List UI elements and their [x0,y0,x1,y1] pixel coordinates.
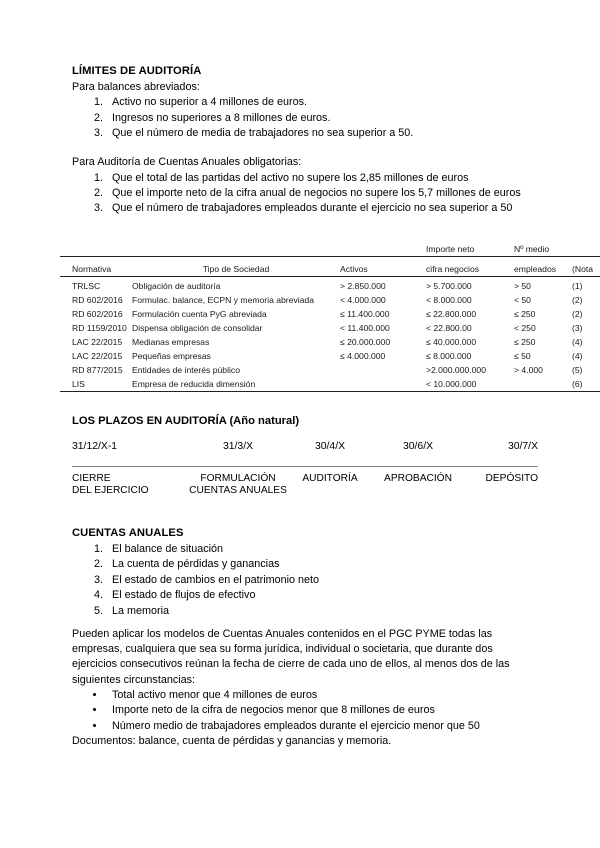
limits-table-body [60,277,600,392]
plazo-label-line2: CUENTAS ANUALES [189,484,287,496]
cell-empleados: > 4.000 [514,365,543,375]
cell-normativa: RD 602/2016 [72,309,123,319]
table-row [60,333,600,347]
cell-empleados: < 50 [514,295,531,305]
plazo-label-cierre [72,467,188,497]
cell-empleados: ≤ 250 [514,309,536,319]
plazo-label-aprobacion [372,467,464,497]
pgc-pyme-paragraph: Pueden aplicar los modelos de Cuentas Anuales contenidos en el PGC PYME todas las empresas, cualquiera que sea su forma jurídica, individual o societaria, que durante dos ejercicios consecutivos reúnan la fecha de cierre de cada uno de ellos, al menos dos de las siguientes circunstancias: [72,628,510,686]
plazo-date-auditoria: 30/4/X [288,441,372,467]
list-item: 4. El estado de flujos de efectivo [106,588,528,603]
column-header-tipo-sociedad: Tipo de Sociedad [132,257,340,277]
cell-cifra: < 22.800.00 [426,323,472,333]
plazos-title: LOS PLAZOS EN AUDITORÍA (Año natural) [72,415,300,427]
plazos-timeline-table [72,441,538,496]
list-balances-abreviados [72,95,528,141]
cell-activos: ≤ 4.000.000 [340,351,386,361]
plazos-labels-row [72,467,538,497]
column-header-activos: Activos [340,257,426,277]
cell-cifra: ≤ 8.000.000 [426,351,472,361]
superheader-blank-1 [60,234,132,257]
cell-activos [340,375,426,392]
cell-nota: (5) [572,365,583,375]
table-row [60,319,600,333]
spacer [72,141,528,155]
cell-nota: (1) [572,281,583,291]
cell-tipo: Medianas empresas [132,337,210,347]
cell-activos [340,361,426,375]
cuentas-anuales-section [72,526,528,619]
cell-cifra: >2.000.000.000 [426,365,486,375]
list-item: 3. El estado de cambios en el patrimonio neto [106,573,528,588]
cell-activos: < 11.400.000 [340,323,390,333]
table-row [60,375,600,392]
column-header-normativa: Normativa [60,257,132,277]
plazo-date-cierre: 31/12/X-1 [72,441,188,467]
cell-tipo: Empresa de reducida dimensión [132,375,340,392]
cell-cifra: < 8.000.000 [426,295,472,305]
list-item: 5. La memoria [106,604,528,619]
table-row [60,305,600,319]
superheader-blank-3 [340,234,426,257]
list-item: • Importe neto de la cifra de negocios menor que 8 millones de euros [106,703,528,718]
plazo-date-deposito: 30/7/X [464,441,538,467]
documentos-line: Documentos: balance, cuenta de pérdidas y ganancias y memoria. [72,735,392,748]
plazo-label-line1: CIERRE [72,473,111,484]
plazos-section [72,415,542,496]
table-superheader-row [60,234,600,257]
cell-nota: (2) [572,295,583,305]
column-header-empleados: empleados [514,257,572,277]
cuentas-anuales-title: CUENTAS ANUALES [72,527,184,539]
intro-balances-abreviados: Para balances abreviados: [72,81,200,93]
table-header-row [60,257,600,277]
superheader-importe-neto: Importe neto [426,244,475,254]
cell-nota: (4) [572,351,583,361]
plazo-label-line2: DEL EJERCICIO [72,484,149,496]
cell-tipo: Entidades de interés público [132,365,240,375]
cell-empleados: > 50 [514,281,531,291]
cell-normativa: LAC 22/2015 [72,337,123,347]
list-item: 2. Ingresos no superiores a 8 millones de euros. [106,111,528,126]
list-item: 1. Activo no superior a 4 millones de euros. [106,95,528,110]
cell-empleados: ≤ 250 [514,337,536,347]
intro-cuentas-obligatorias: Para Auditoría de Cuentas Anuales obligatorias: [72,156,302,169]
table-row [60,277,600,292]
list-item: 2. Que el importe neto de la cifra anual de negocios no supere los 5,7 millones de euros [106,186,528,201]
cell-empleados [514,375,572,392]
superheader-blank-4 [572,234,600,257]
cell-tipo: Dispensa obligación de consolidar [132,323,263,333]
cell-normativa: LAC 22/2015 [72,351,123,361]
column-header-nota: (Nota [572,257,600,277]
table-row [60,291,600,305]
table-row [60,347,600,361]
list-item: 3. Que el número de media de trabajadores no sea superior a 50. [106,126,528,141]
cell-normativa: RD 1159/2010 [72,323,127,333]
plazo-label-line1: FORMULACIÓN [200,473,276,484]
limits-table-container [60,234,600,392]
list-item: 1. El balance de situación [106,542,528,557]
plazo-label-line1: DEPÓSITO [485,473,538,484]
plazo-date-aprobacion: 30/6/X [372,441,464,467]
cell-tipo: Formulación cuenta PyG abreviada [132,309,267,319]
cell-cifra: ≤ 40.000.000 [426,337,477,347]
plazo-label-auditoria [288,467,372,497]
superheader-blank-2 [132,234,340,257]
plazo-label-line1: APROBACIÓN [384,473,452,484]
cell-nota: (2) [572,309,583,319]
cell-normativa: TRLSC [72,281,101,291]
list-item: • Número medio de trabajadores empleados durante el ejercicio menor que 50 [106,719,528,734]
plazo-label-line1: AUDITORÍA [302,473,358,484]
list-item: 2. La cuenta de pérdidas y ganancias [106,557,528,572]
cell-normativa: RD 877/2015 [72,365,123,375]
plazo-label-formulacion [188,467,288,497]
page-title: LÍMITES DE AUDITORÍA [72,65,202,77]
cell-empleados: ≤ 50 [514,351,531,361]
table-row [60,361,600,375]
limits-table [60,234,600,392]
cell-tipo: Obligación de auditoría [132,281,221,291]
list-item: 1. Que el total de las partidas del activo no supere los 2,85 millones de euros [106,171,528,186]
cell-cifra: ≤ 22.800.000 [426,309,477,319]
list-circunstancias [72,688,528,734]
cell-nota: (3) [572,323,583,333]
list-item: • Total activo menor que 4 millones de euros [106,688,528,703]
cell-nota: (6) [572,375,600,392]
plazos-dates-row [72,441,538,467]
cell-normativa: RD 602/2016 [72,295,123,305]
cell-tipo: Pequeñas empresas [132,351,211,361]
superheader-numero-medio: Nº medio [514,244,550,254]
pgc-pyme-section [72,627,528,749]
cell-normativa: LIS [60,375,132,392]
cell-tipo: Formulac. balance, ECPN y memoria abreviada [132,295,314,305]
plazo-date-formulacion: 31/3/X [188,441,288,467]
limites-section [72,64,528,217]
list-cuentas-anuales [72,542,528,619]
cell-activos: < 4.000.000 [340,295,386,305]
cell-activos: ≤ 11.400.000 [340,309,390,319]
cell-activos: ≤ 20.000.000 [340,337,391,347]
cell-cifra: > 5.700.000 [426,281,472,291]
cell-cifra: < 10.000.000 [426,375,514,392]
column-header-cifra-negocios: cifra negocios [426,257,514,277]
plazo-label-deposito [464,467,538,497]
cell-activos: > 2.850.000 [340,281,386,291]
list-item: 3. Que el número de trabajadores empleados durante el ejercicio no sea superior a 50 [106,201,528,216]
list-cuentas-obligatorias [72,171,528,217]
cell-empleados: < 250 [514,323,536,333]
cell-nota: (4) [572,337,583,347]
